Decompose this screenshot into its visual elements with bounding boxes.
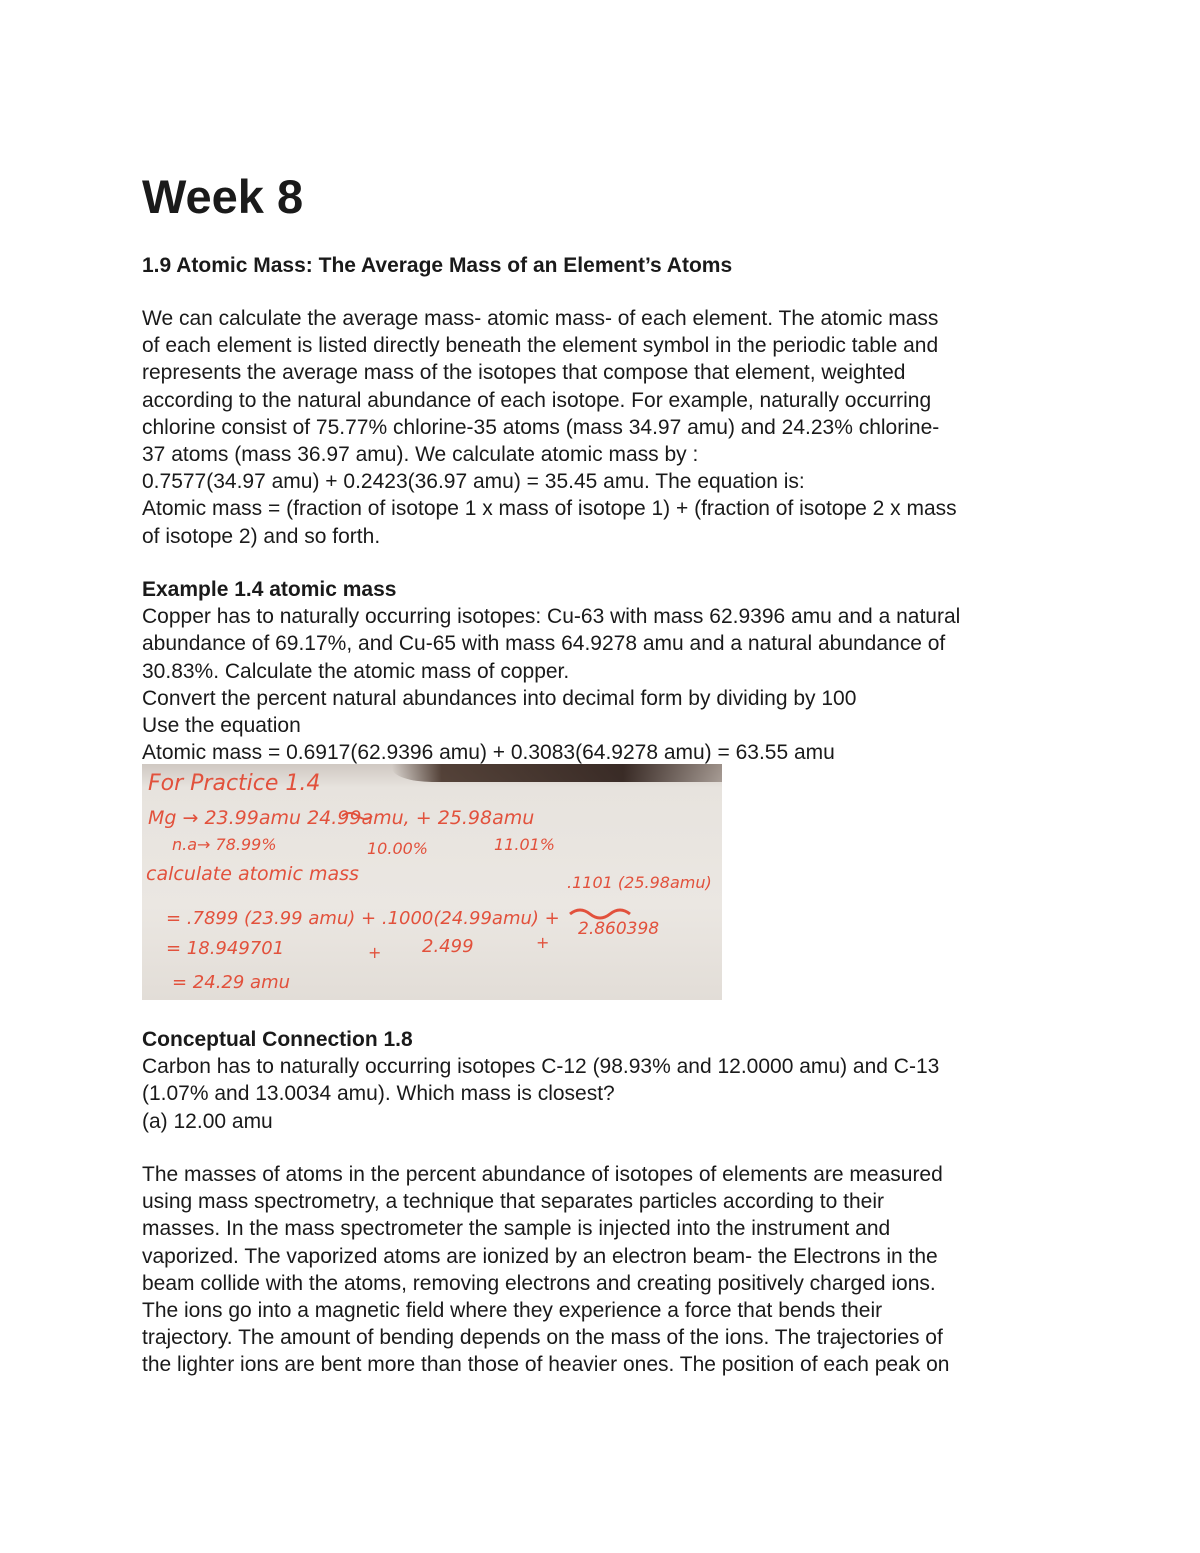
text-line: Carbon has to naturally occurring isotopes C-12 (98.93% and 12.0000 amu) and C-13 <box>142 1055 940 1079</box>
handwritten-line: Mg → 23.99amu 24.99amu, + 25.98amu <box>148 807 535 829</box>
text-line: according to the natural abundance of each isotope. For example, naturally occurring <box>142 388 932 412</box>
text-line: The masses of atoms in the percent abundance of isotopes of elements are measured <box>142 1163 943 1186</box>
text-line: masses. In the mass spectrometer the sample is injected into the instrument and <box>142 1217 891 1241</box>
text-line: 30.83%. Calculate the atomic mass of copper. <box>142 659 570 683</box>
handwritten-line: = .7899 (23.99 amu) + .1000(24.99amu) + <box>166 908 560 929</box>
text-line: Copper has to naturally occurring isotopes: Cu-63 with mass 62.9396 amu and a natural <box>142 605 961 629</box>
text-line: Use the equation <box>142 714 301 738</box>
page-title: Week 8 <box>142 170 304 223</box>
text-line: 37 atoms (mass 36.97 amu). We calculate atomic mass by : <box>142 443 699 467</box>
handwritten-line: + <box>536 933 550 952</box>
mass-spectrometry-paragraph <box>142 1161 1072 1379</box>
handwritten-line: .1101 (25.98amu) <box>567 873 712 892</box>
handwritten-line: + <box>368 943 382 962</box>
handwritten-line: = 24.29 amu <box>172 972 291 993</box>
conceptual-heading: Conceptual Connection 1.8 <box>142 1028 413 1051</box>
text-line: Atomic mass = 0.6917(62.9396 amu) + 0.3083(64.9278 amu) = 63.55 amu <box>142 741 835 765</box>
handwritten-practice-photo <box>142 764 722 1000</box>
handwriting-svg <box>142 764 722 1000</box>
scribble-mark <box>570 910 630 918</box>
handwritten-line: 11.01% <box>494 835 556 854</box>
example-section <box>142 576 1072 766</box>
handwritten-line: calculate atomic mass <box>146 863 359 885</box>
handwritten-line: n.a→ 78.99% <box>172 835 277 854</box>
text-line: Convert the percent natural abundances into decimal form by dividing by 100 <box>142 686 857 710</box>
text-line: vaporized. The vaporized atoms are ionized by an electron beam- the Electrons in the <box>142 1244 938 1268</box>
text-line: Atomic mass = (fraction of isotope 1 x mass of isotope 1) + (fraction of isotope 2 x mass <box>142 497 957 521</box>
text-line: represents the average mass of the isotopes that compose that element, weighted <box>142 361 906 385</box>
text-line: (1.07% and 13.0034 amu). Which mass is closest? <box>142 1082 615 1106</box>
text-line: trajectory. The amount of bending depends on the mass of the ions. The trajectories of <box>142 1326 943 1350</box>
text-line: abundance of 69.17%, and Cu-65 with mass 64.9278 amu and a natural abundance of <box>142 632 946 656</box>
handwritten-line: = 18.949701 <box>166 938 285 959</box>
handwritten-line: 10.00% <box>367 839 429 858</box>
handwritten-line: 2.860398 <box>578 919 660 939</box>
text-line: of isotope 2) and so forth. <box>142 524 381 548</box>
handwritten-line: 2.499 <box>422 936 474 957</box>
text-line: beam collide with the atoms, removing electrons and creating positively charged ions. <box>142 1271 936 1295</box>
text-line: chlorine consist of 75.77% chlorine-35 atoms (mass 34.97 amu) and 24.23% chlorine- <box>142 415 940 439</box>
text-line: (a) 12.00 amu <box>142 1109 273 1133</box>
conceptual-connection-section <box>142 1026 1072 1135</box>
example-heading: Example 1.4 atomic mass <box>142 578 397 601</box>
handwritten-heading: For Practice 1.4 <box>148 771 321 796</box>
text-line: using mass spectrometry, a technique that separates particles according to their <box>142 1190 884 1214</box>
section-heading: 1.9 Atomic Mass: The Average Mass of an Element’s Atoms <box>142 254 733 277</box>
atomic-mass-paragraph <box>142 305 1072 550</box>
text-line: We can calculate the average mass- atomic mass- of each element. The atomic mass <box>142 307 939 330</box>
text-line: The ions go into a magnetic field where they experience a force that bends their <box>142 1299 883 1323</box>
text-line: of each element is listed directly beneath the element symbol in the periodic table and <box>142 334 939 358</box>
text-line: 0.7577(34.97 amu) + 0.2423(36.97 amu) = 35.45 amu. The equation is: <box>142 470 805 494</box>
text-line: the lighter ions are bent more than those of heavier ones. The position of each peak on <box>142 1353 950 1377</box>
